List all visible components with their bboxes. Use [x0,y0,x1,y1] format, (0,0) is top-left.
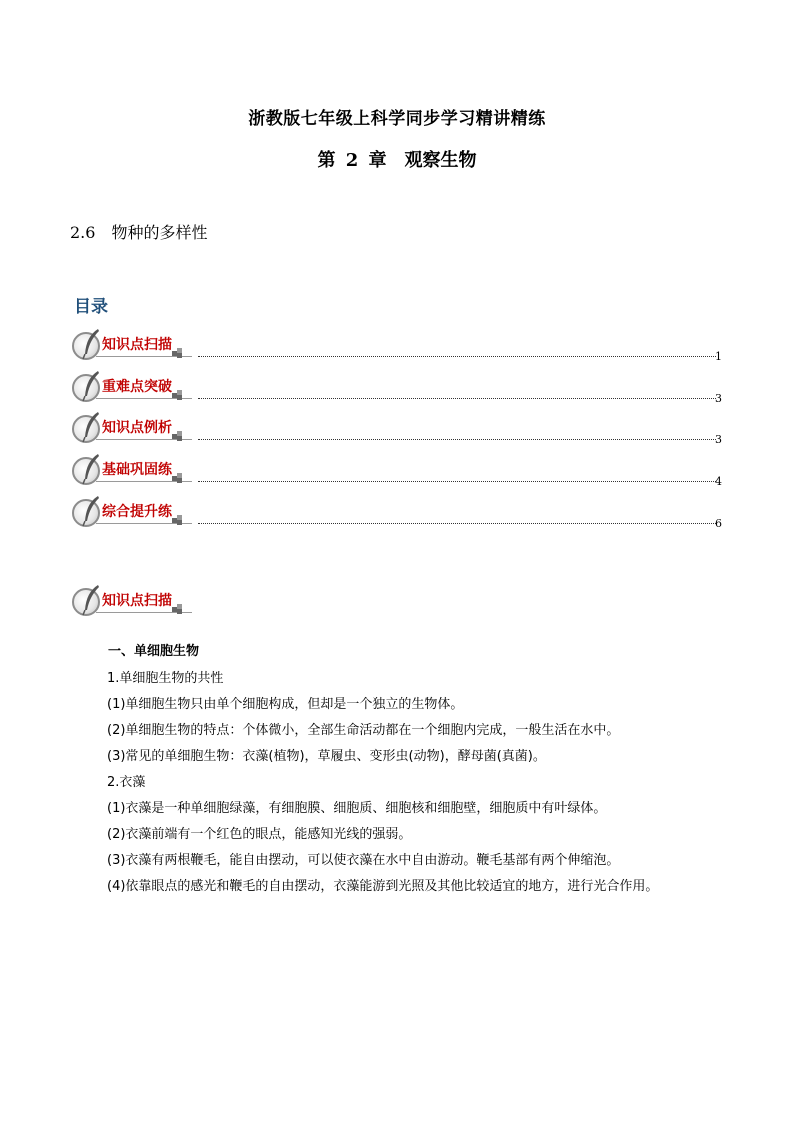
section-heading-label: 知识点扫描 [102,593,172,609]
badge-squares-icon [172,604,186,612]
paragraph-line: (1)单细胞生物只由单个细胞构成，但却是一个独立的生物体。 [107,697,464,712]
toc-entry[interactable] [70,411,722,451]
toc-heading: 目录 [74,297,108,317]
paragraph-line: (2)单细胞生物的特点：个体微小，全部生命活动都在一个细胞内完成，一般生活在水中。 [107,723,620,738]
toc-entry[interactable] [70,495,722,535]
toc-dot-leader [198,398,716,399]
toc-dot-leader [198,439,716,440]
toc-entry[interactable] [70,453,722,493]
toc-entry-label: 重难点突破 [102,379,172,395]
section-badge [70,453,196,487]
section-title [70,220,207,243]
toc-entry-label: 知识点例析 [102,420,172,436]
section-number: 2.6 [70,223,96,242]
badge-squares-icon [172,348,186,356]
toc-page-number: 4 [715,475,722,488]
paragraph-line: 1.单细胞生物的共性 [107,671,224,686]
toc-page-number: 3 [715,433,722,446]
paragraph-line: 2.衣藻 [107,775,146,790]
toc-entry-label: 综合提升练 [102,504,172,520]
toc-page-number: 1 [715,350,722,363]
section-badge [70,328,196,362]
paragraph-line: (1)衣藻是一种单细胞绿藻，有细胞膜、细胞质、细胞核和细胞壁，细胞质中有叶绿体。 [107,801,607,816]
paragraph-line: (4)依靠眼点的感光和鞭毛的自由摆动，衣藻能游到光照及其他比较适宜的地方，进行光合作用。 [107,879,659,894]
toc-entry-label: 知识点扫描 [102,337,172,353]
section-heading-badge [70,584,196,618]
toc-page-number: 6 [715,517,722,530]
badge-squares-icon [172,390,186,398]
section-badge [70,411,196,445]
toc-page-number: 3 [715,392,722,405]
toc-entry[interactable] [70,328,722,368]
badge-squares-icon [172,473,186,481]
section-badge [70,495,196,529]
subheading: 一、单细胞生物 [108,644,200,659]
toc-dot-leader [198,356,716,357]
badge-squares-icon [172,515,186,523]
toc-dot-leader [198,523,716,524]
paragraph-line: (3)衣藻有两根鞭毛，能自由摆动，可以使衣藻在水中自由游动。鞭毛基部有两个伸缩泡。 [107,853,620,868]
paragraph-line: (3)常见的单细胞生物：衣藻(植物)，草履虫、变形虫(动物)，酵母菌(真菌)。 [107,749,546,764]
document-title: 浙教版七年级上科学同步学习精讲精练 [248,109,546,129]
section-name: 物种的多样性 [111,223,208,242]
toc-dot-leader [198,481,716,482]
badge-squares-icon [172,431,186,439]
toc-entry[interactable] [70,370,722,410]
paragraph-line: (2)衣藻前端有一个红色的眼点，能感知光线的强弱。 [107,827,412,842]
section-badge [70,370,196,404]
chapter-title: 第 2 章 观察生物 [317,150,477,171]
toc-entry-label: 基础巩固练 [102,462,172,478]
